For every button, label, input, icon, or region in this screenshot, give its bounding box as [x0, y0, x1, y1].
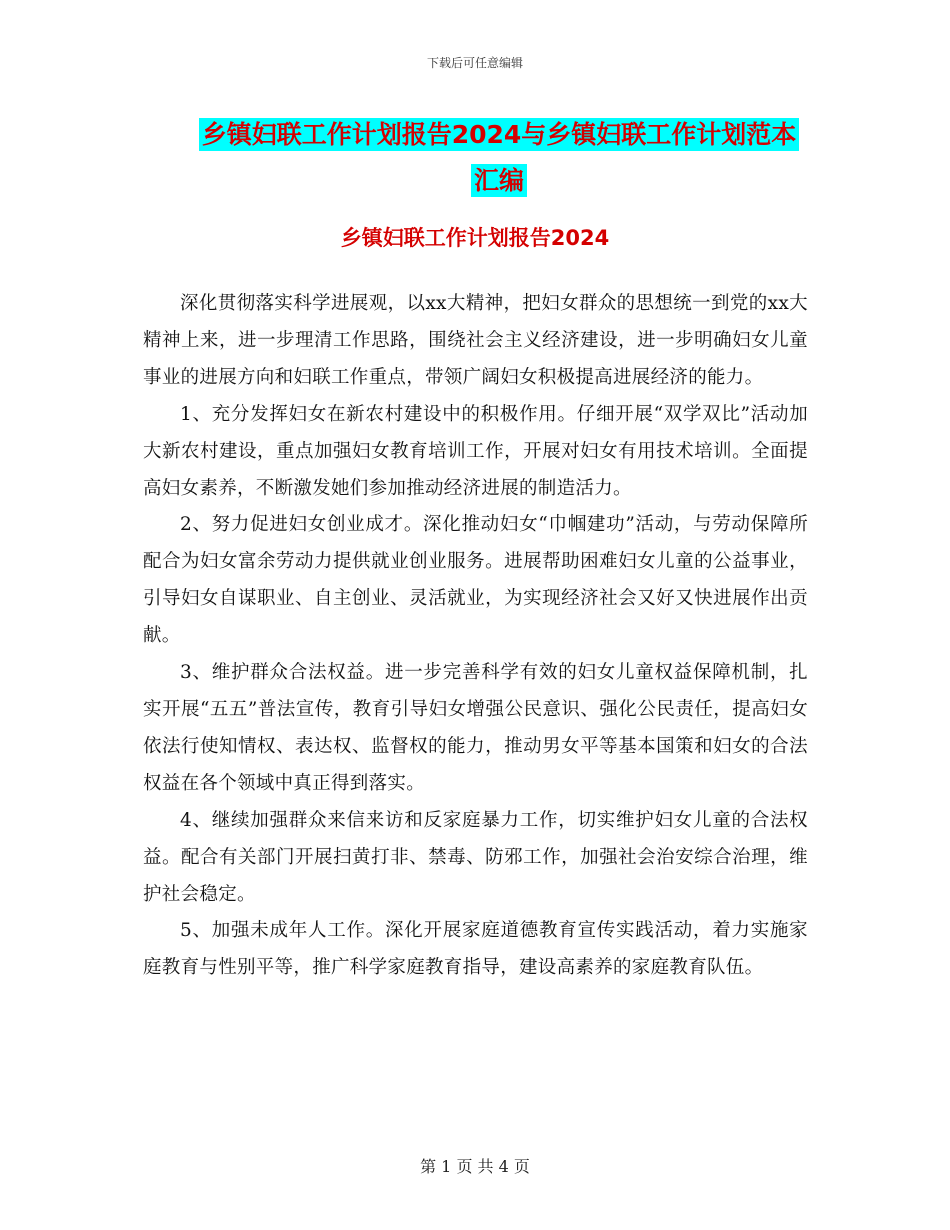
document-title-line-2: 汇编 — [471, 164, 527, 197]
paragraph-item-1: 1、充分发挥妇女在新农村建设中的积极作用。仔细开展“双学双比”活动加大新农村建设，重点加强妇女教育培训工作，开展对妇女有用技术培训。全面提高妇女素养，不断激发她们参加推动经济进展的制造活力。 — [143, 403, 808, 499]
paragraph-item-3: 3、维护群众合法权益。进一步完善科学有效的妇女儿童权益保障机制，扎实开展“五五”普法宣传，教育引导妇女增强公民意识、强化公民责任，提高妇女依法行使知情权、表达权、监督权的能力，推动男女平等基本国策和妇女的合法权益在各个领域中真正得到落实。 — [143, 662, 808, 794]
paragraph-item-4: 4、继续加强群众来信来访和反家庭暴力工作，切实维护妇女儿童的合法权益。配合有关部门开展扫黄打非、禁毒、防邪工作，加强社会治安综合治理，维护社会稳定。 — [143, 809, 808, 905]
page-number: 第 1 页 共 4 页 — [420, 1157, 530, 1176]
section-title: 乡镇妇联工作计划报告2024 — [340, 226, 610, 250]
paragraph-item-2: 2、努力促进妇女创业成才。深化推动妇女“巾帼建功”活动，与劳动保障所配合为妇女富余劳动力提供就业创业服务。进展帮助困难妇女儿童的公益事业，引导妇女自谋职业、自主创业、灵活就业，为实现经济社会又好又快进展作出贡献。 — [143, 514, 808, 647]
header-note: 下载后可任意编辑 — [426, 56, 523, 70]
body-text — [143, 286, 808, 987]
paragraph-item-5: 5、加强未成年人工作。深化开展家庭道德教育宣传实践活动，着力实施家庭教育与性别平等，推广科学家庭教育指导，建设高素养的家庭教育队伍。 — [143, 920, 808, 979]
document-title — [185, 112, 813, 204]
paragraph-intro: 深化贯彻落实科学进展观，以xx大精神，把妇女群众的思想统一到党的xx大精神上来，进一步理清工作思路，围绕社会主义经济建设，进一步明确妇女儿童事业的进展方向和妇联工作重点，带领广阔妇女积极提高进展经济的能力。 — [143, 293, 808, 388]
document-title-line-1: 乡镇妇联工作计划报告2024与乡镇妇联工作计划范本 — [199, 118, 800, 151]
